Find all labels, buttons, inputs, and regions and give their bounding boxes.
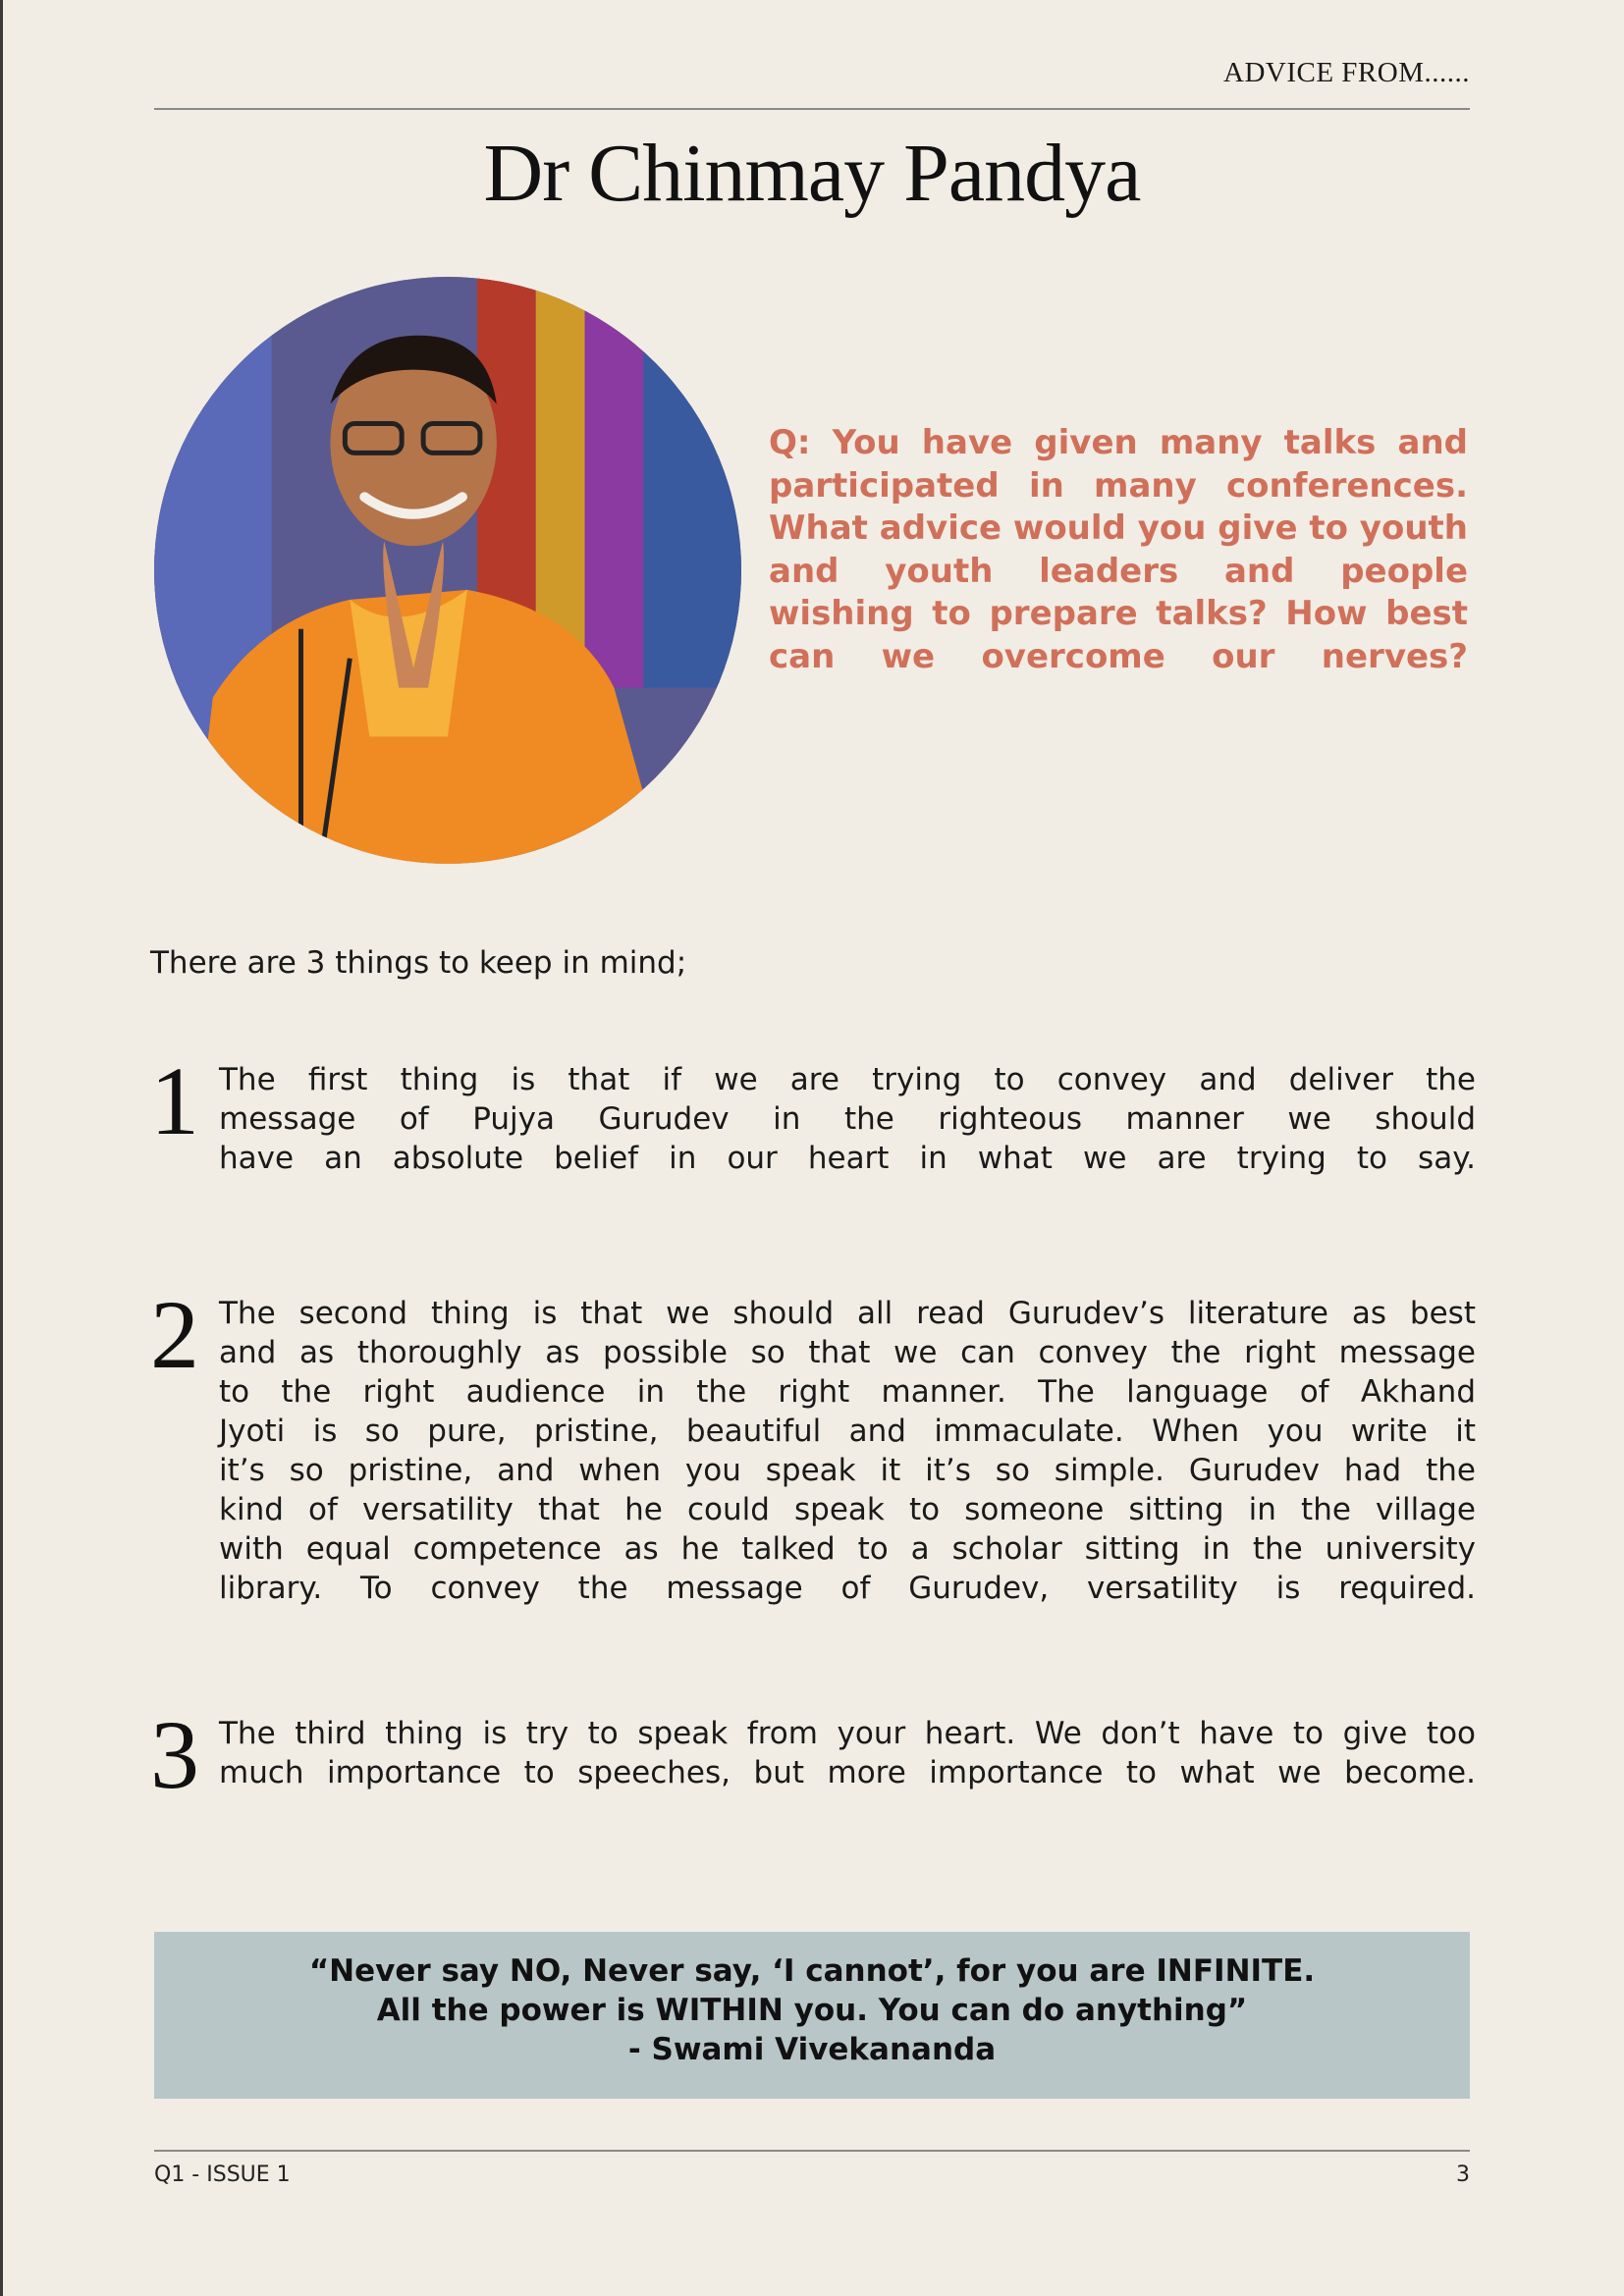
header-divider <box>154 108 1470 110</box>
issue-label: Q1 - ISSUE 1 <box>154 2163 291 2187</box>
point-number: 2 <box>150 1280 199 1389</box>
point-line: Jyoti is so pure, pristine, beautiful and immaculate. When you write it <box>219 1414 1476 1449</box>
point-text <box>219 1060 1476 1178</box>
point-line: kind of versatility that he could speak to someone sitting in the village <box>219 1492 1476 1527</box>
portrait-photo <box>154 277 741 864</box>
quote-line-1: “Never say NO, Never say, ‘I cannot’, for you are INFINITE. <box>308 1953 1316 1989</box>
page-number: 3 <box>1456 2163 1470 2187</box>
interview-question: Q: You have given many talks and participated in many conferences. What advice would you give to youth and youth leaders and people wishing to prepare talks? How best can we overcome our nerves? <box>769 423 1468 676</box>
footer-divider <box>154 2150 1470 2152</box>
point-line: library. To convey the message of Gurudev, versatility is required. <box>219 1571 1476 1606</box>
point-line: it’s so pristine, and when you speak it it’s so simple. Gurudev had the <box>219 1453 1476 1488</box>
quote-line-2: All the power is WITHIN you. You can do anything” <box>376 1993 1248 2028</box>
point-number: 1 <box>150 1046 199 1155</box>
point-line: message of Pujya Gurudev in the righteous manner we should <box>219 1101 1476 1137</box>
point-line: have an absolute belief in our heart in what we are trying to say. <box>219 1141 1476 1176</box>
point-number: 3 <box>150 1700 199 1809</box>
point-line: with equal competence as he talked to a scholar sitting in the university <box>219 1531 1476 1567</box>
point-line: The second thing is that we should all read Gurudev’s literature as best <box>219 1296 1476 1331</box>
page-title: Dr Chinmay Pandya <box>483 128 1141 219</box>
point-line: The first thing is that if we are trying to convey and deliver the <box>219 1062 1476 1097</box>
quote-attribution: - Swami Vivekananda <box>627 2032 997 2067</box>
section-kicker: ADVICE FROM...... <box>1223 57 1470 88</box>
point-line: and as thoroughly as possible so that we can convey the right message <box>219 1335 1476 1370</box>
quote-box <box>154 1932 1470 2099</box>
point-line: to the right audience in the right manner. The language of Akhand <box>219 1374 1476 1410</box>
point-text <box>219 1294 1476 1608</box>
point-line: much importance to speeches, but more importance to what we become. <box>219 1755 1476 1790</box>
point-line: The third thing is try to speak from your heart. We don’t have to give too <box>219 1716 1476 1751</box>
page-edge <box>0 0 3 2296</box>
point-text <box>219 1714 1476 1792</box>
intro-text: There are 3 things to keep in mind; <box>150 945 687 981</box>
